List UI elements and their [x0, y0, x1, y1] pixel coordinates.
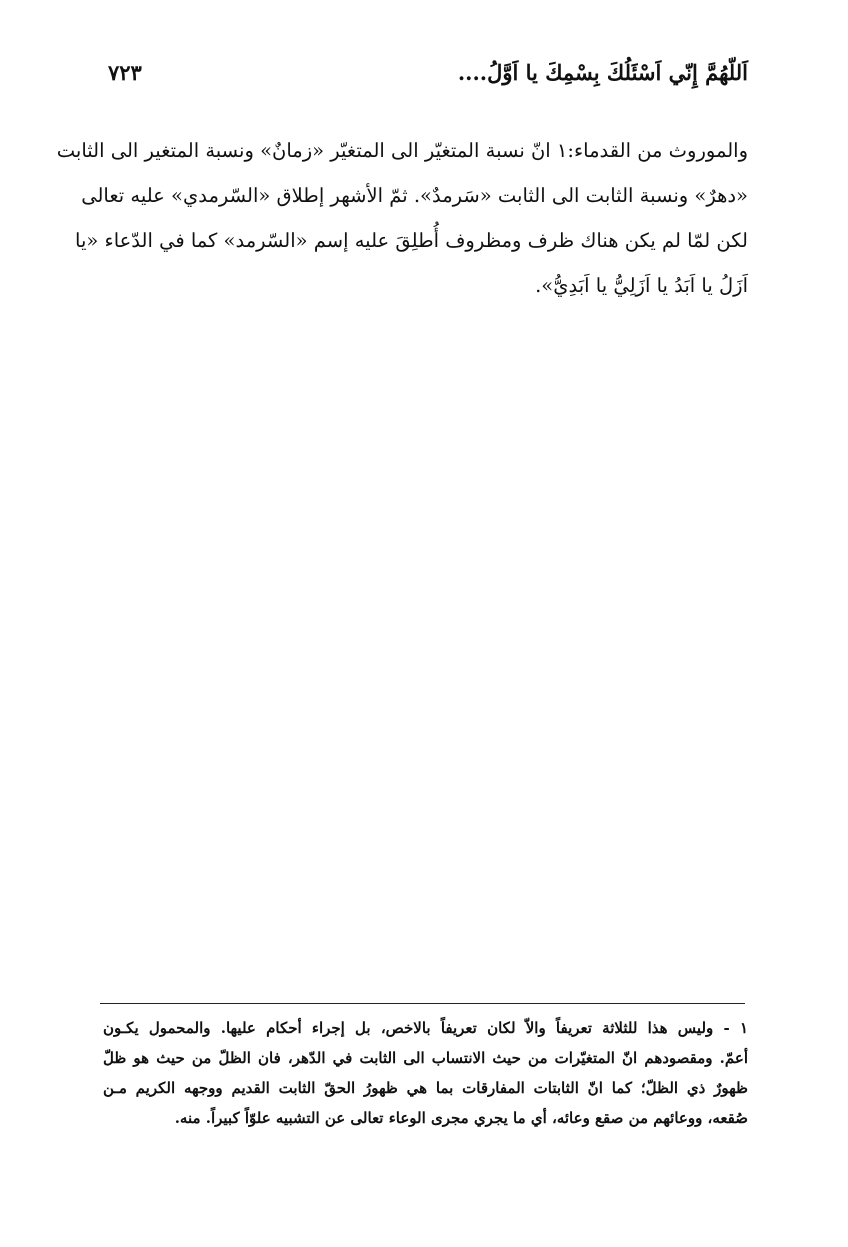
page-number: ٧٢٣ — [108, 60, 142, 85]
main-text — [56, 128, 748, 308]
footnote-line: أعمّ. ومقصودهم انّ المتغيّرات من حيث الانتساب الى الثابت في الدّهر، فان الظلّ من حيث هو ظلّ — [103, 1049, 748, 1067]
footnote-line: صُقعه، ووعائهم من صقع وعائه، أي ما يجري مجرى الوعاء تعالى عن التشبيه علوّاً كبيراً. منه. — [174, 1109, 748, 1127]
page-header — [108, 60, 748, 100]
text-line: اَزَلُ يا اَبَدُ يا اَزَلِيُّ يا اَبَدِيُّ». — [535, 274, 748, 297]
text-line: والموروث من القدماء:١ انّ نسبة المتغيّر الى المتغيّر «زمانٌ» ونسبة المتغير الى الثابت — [56, 139, 748, 162]
footnote-line: ظهورٌ ذي الظلّ؛ كما انّ الثابتات المفارقات بما هي ظهورُ الحقّ الثابت القديم ووجهه الكريم مـن — [103, 1079, 748, 1097]
running-title: اَللّهُمَّ إِنّي اَسْئَلُكَ بِسْمِكَ يا اَوَّلُ.... — [457, 60, 748, 85]
footnote — [103, 1013, 748, 1133]
footnote-divider — [100, 1003, 745, 1004]
footnote-line: ١ - وليس هذا للثلاثة تعريفاً والاّ لكان تعريفاً بالاخص، بل إجراء أحكام عليها. والمحمول يكـون — [103, 1019, 748, 1037]
text-line: «دهرٌ» ونسبة الثابت الى الثابت «سَرمدٌ». ثمّ الأشهر إطلاق «السّرمدي» عليه تعالى — [81, 184, 748, 207]
text-line: لكن لمّا لم يكن هناك ظرف ومظروف أُطلِقَ عليه إسم «السّرمد» كما في الدّعاء «يا — [75, 229, 748, 252]
